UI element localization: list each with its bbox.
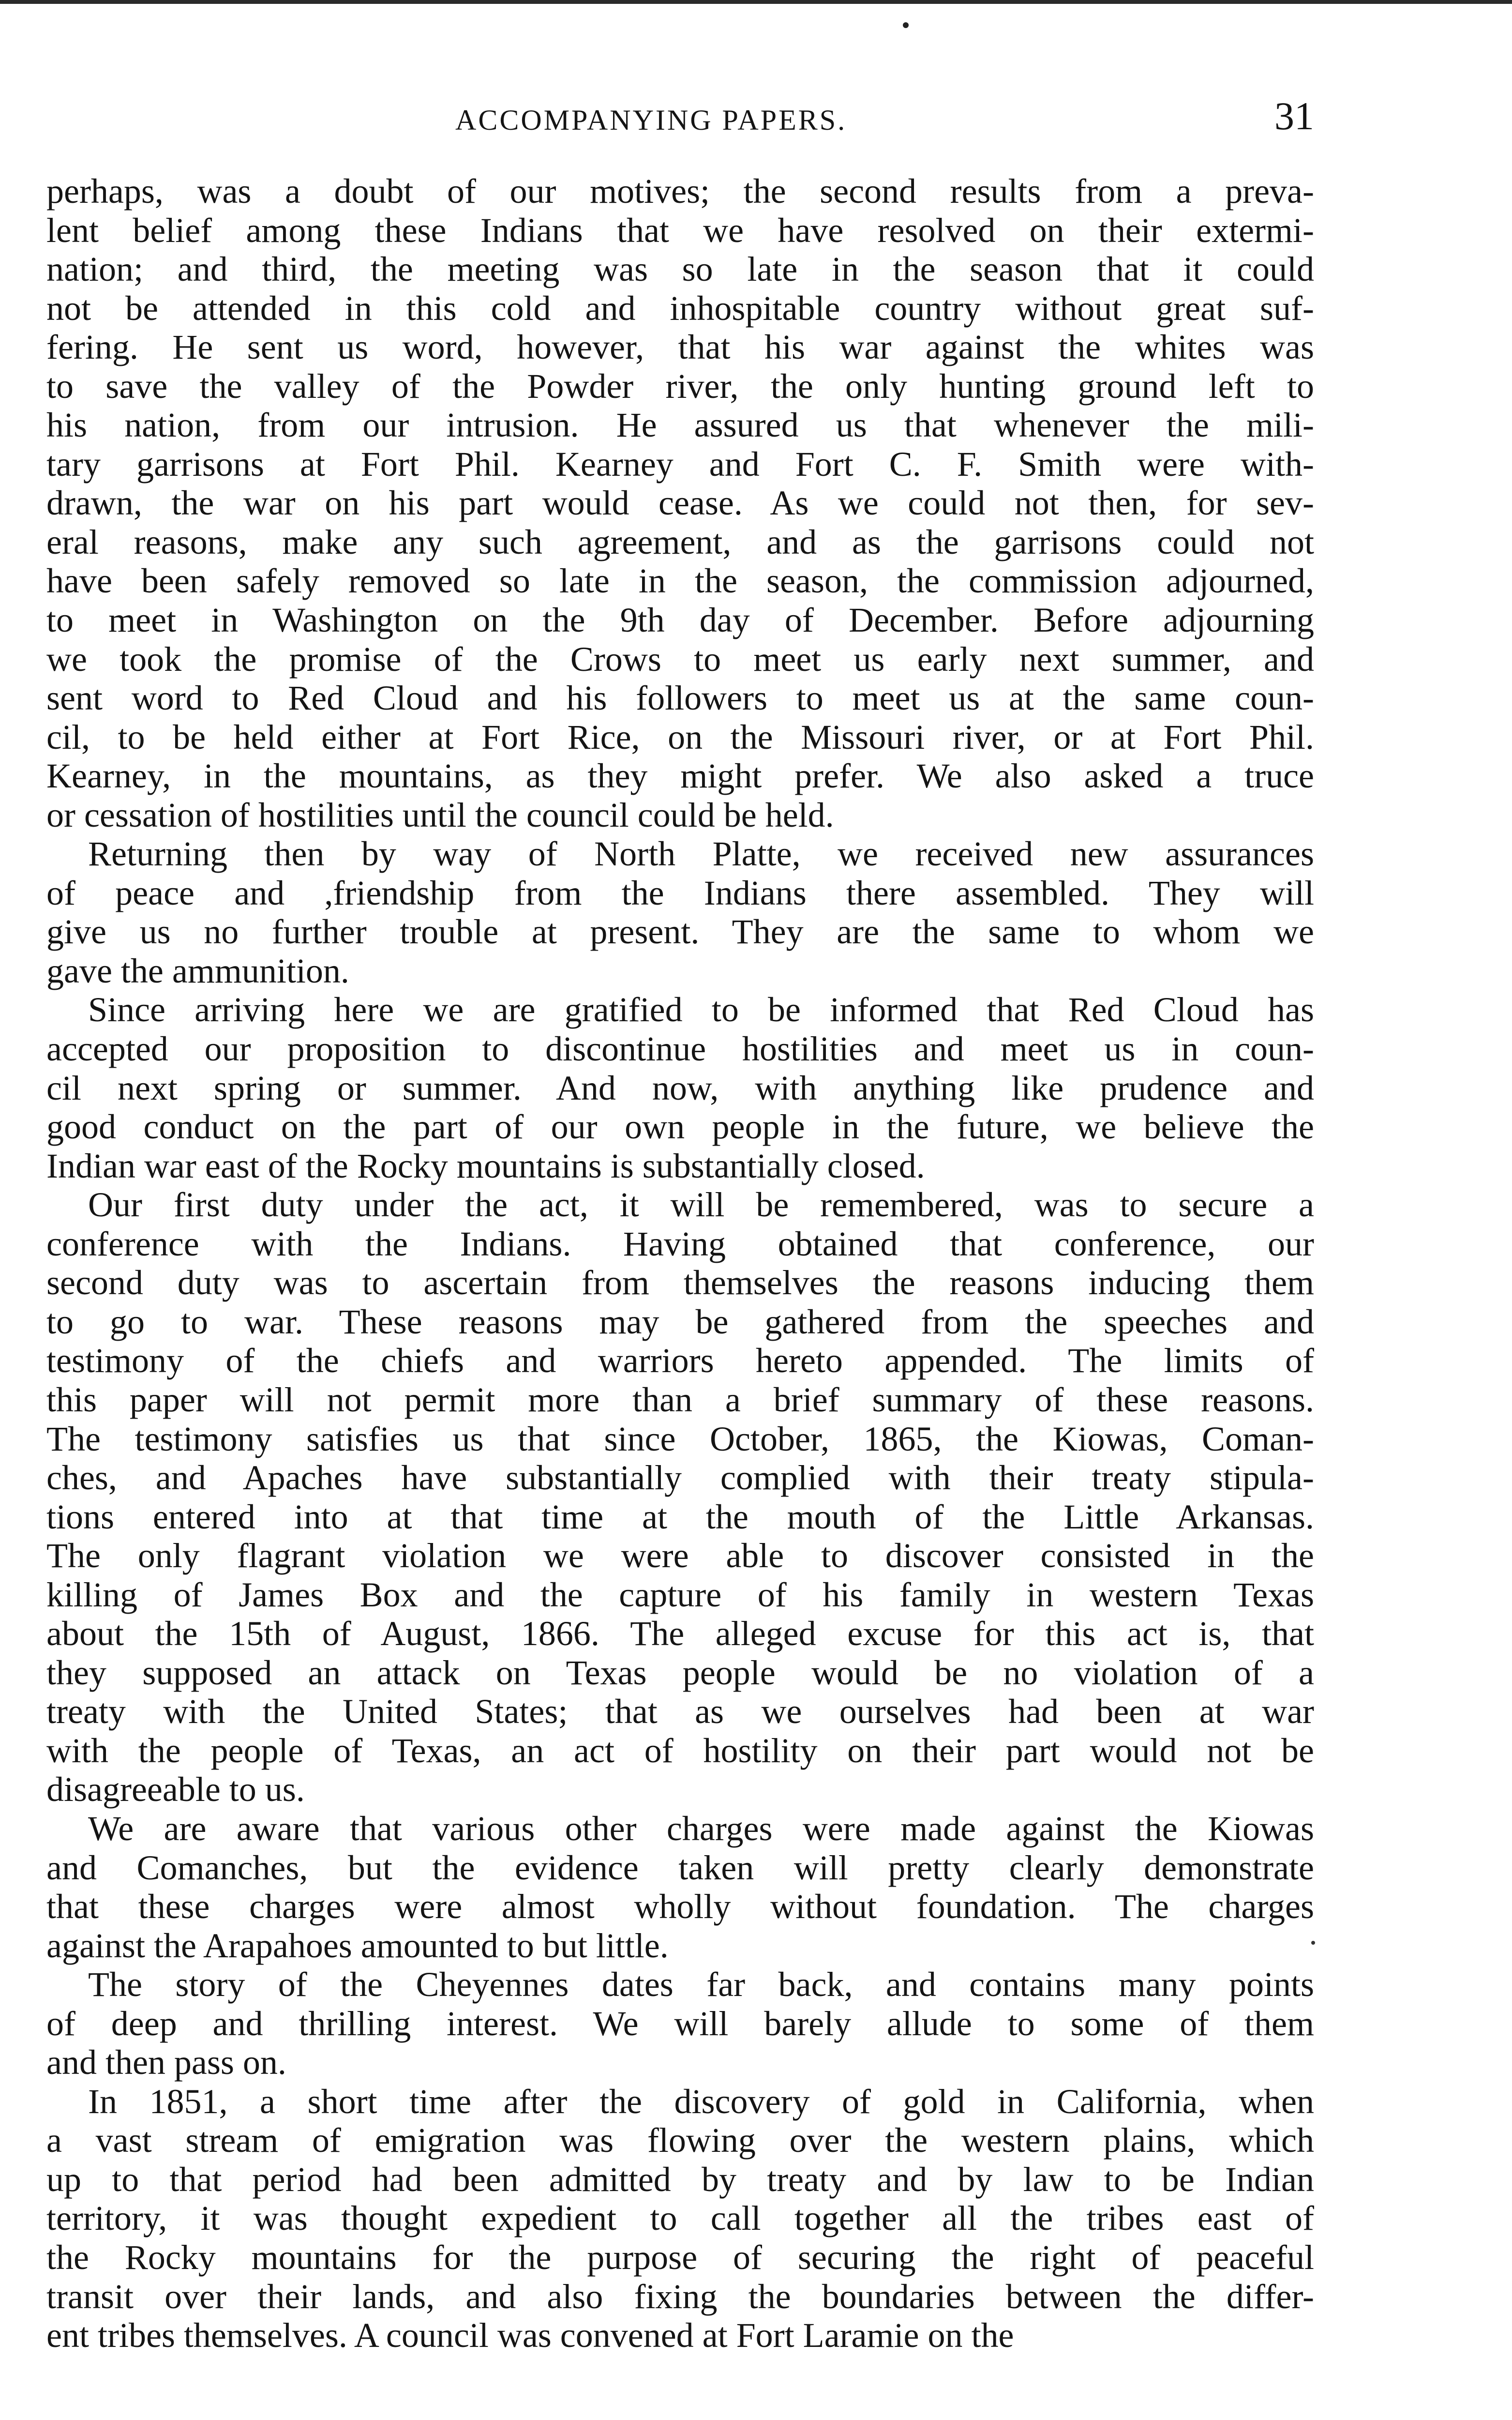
text-line: against the Arapahoes amounted to but little.: [46, 1926, 669, 1965]
text-line: his nation, from our intrusion. He assured us that whenever the mili-: [46, 406, 1314, 445]
paragraph: [46, 834, 1314, 990]
text-line: to go to war. These reasons may be gathered from the speeches and: [46, 1302, 1314, 1341]
text-line: The only flagrant violation we were able to discover consisted in the: [46, 1536, 1314, 1575]
text-line: conference with the Indians. Having obtained that conference, our: [46, 1224, 1314, 1263]
text-line: Our first duty under the act, it will be remembered, was to secure a: [88, 1185, 1314, 1225]
text-line: transit over their lands, and also fixing the boundaries between the differ-: [46, 2277, 1314, 2316]
text-line: of peace and ,friendship from the Indians there assembled. They will: [46, 873, 1314, 912]
text-line: We are aware that various other charges were made against the Kiowas: [88, 1809, 1314, 1848]
text-line: testimony of the chiefs and warriors hereto appended. The limits of: [46, 1341, 1314, 1380]
ink-speck: [1311, 1941, 1315, 1945]
text-line: gave the ammunition.: [46, 951, 349, 990]
text-line: about the 15th of August, 1866. The alleged excuse for this act is, that: [46, 1614, 1314, 1653]
text-line: of deep and thrilling interest. We will barely allude to some of them: [46, 2004, 1314, 2043]
text-line: a vast stream of emigration was flowing over the western plains, which: [46, 2121, 1314, 2160]
text-line: cil next spring or summer. And now, with anything like prudence and: [46, 1068, 1314, 1107]
text-line: they supposed an attack on Texas people would be no violation of a: [46, 1653, 1314, 1692]
text-line: Since arriving here we are gratified to be informed that Red Cloud has: [88, 990, 1314, 1029]
paragraph: [46, 172, 1314, 834]
text-line: eral reasons, make any such agreement, and as the garrisons could not: [46, 522, 1314, 561]
text-line: lent belief among these Indians that we have resolved on their extermi-: [46, 211, 1314, 250]
text-line: and Comanches, but the evidence taken will pretty clearly demonstrate: [46, 1848, 1314, 1887]
text-line: the Rocky mountains for the purpose of securing the right of peaceful: [46, 2238, 1314, 2277]
paragraph: [46, 1965, 1314, 2082]
text-line: sent word to Red Cloud and his followers to meet us at the same coun-: [46, 679, 1314, 718]
text-line: In 1851, a short time after the discovery of gold in California, when: [88, 2082, 1314, 2121]
text-line: fering. He sent us word, however, that his war against the whites was: [46, 328, 1314, 367]
text-line: tary garrisons at Fort Phil. Kearney and Fort C. F. Smith were with-: [46, 444, 1314, 484]
text-line: and then pass on.: [46, 2043, 286, 2082]
paragraph: [46, 990, 1314, 1185]
text-line: ches, and Apaches have substantially complied with their treaty stipula-: [46, 1458, 1314, 1497]
text-line: Returning then by way of North Platte, we received new assurances: [88, 834, 1314, 874]
text-line: ent tribes themselves. A council was convened at Fort Laramie on the: [46, 2316, 1014, 2355]
text-line: The testimony satisfies us that since October, 1865, the Kiowas, Coman-: [46, 1419, 1314, 1458]
running-title: ACCOMPANYING PAPERS.: [455, 104, 847, 136]
text-line: killing of James Box and the capture of his family in western Texas: [46, 1575, 1314, 1614]
body-text: [46, 172, 1314, 2355]
text-line: have been safely removed so late in the season, the commission adjourned,: [46, 561, 1314, 601]
text-line: Indian war east of the Rocky mountains is substantially closed.: [46, 1146, 925, 1185]
text-line: not be attended in this cold and inhospitable country without great suf-: [46, 288, 1314, 328]
text-line: up to that period had been admitted by treaty and by law to be Indian: [46, 2160, 1314, 2199]
text-line: The story of the Cheyennes dates far back, and contains many points: [88, 1965, 1314, 2004]
text-line: second duty was to ascertain from themselves the reasons inducing them: [46, 1263, 1314, 1302]
text-line: to meet in Washington on the 9th day of December. Before adjourning: [46, 601, 1314, 640]
text-line: perhaps, was a doubt of our motives; the second results from a preva-: [46, 172, 1314, 211]
page-number: 31: [1274, 94, 1314, 138]
text-line: give us no further trouble at present. They are the same to whom we: [46, 912, 1314, 952]
text-line: Kearney, in the mountains, as they might prefer. We also asked a truce: [46, 756, 1314, 796]
text-line: nation; and third, the meeting was so late in the season that it could: [46, 250, 1314, 289]
text-line: to save the valley of the Powder river, the only hunting ground left to: [46, 366, 1314, 406]
text-line: treaty with the United States; that as we ourselves had been at war: [46, 1692, 1314, 1731]
paragraph: [46, 1185, 1314, 1809]
paragraph: [46, 2082, 1314, 2355]
text-line: disagreeable to us.: [46, 1770, 305, 1809]
text-line: that these charges were almost wholly without foundation. The charges: [46, 1887, 1314, 1926]
text-line: tions entered into at that time at the mouth of the Little Arkansas.: [46, 1497, 1314, 1536]
text-line: good conduct on the part of our own people in the future, we believe the: [46, 1107, 1314, 1147]
text-line: accepted our proposition to discontinue hostilities and meet us in coun-: [46, 1029, 1314, 1069]
text-line: we took the promise of the Crows to meet us early next summer, and: [46, 639, 1314, 679]
text-line: or cessation of hostilities until the council could be held.: [46, 795, 834, 834]
paragraph: [46, 1809, 1314, 1965]
text-line: this paper will not permit more than a brief summary of these reasons.: [46, 1380, 1314, 1419]
top-edge-rule: [0, 0, 1512, 4]
text-line: territory, it was thought expedient to call together all the tribes east of: [46, 2199, 1314, 2238]
top-ink-mark: [903, 22, 909, 28]
text-line: drawn, the war on his part would cease. As we could not then, for sev-: [46, 484, 1314, 523]
text-line: with the people of Texas, an act of hostility on their part would not be: [46, 1731, 1314, 1770]
running-head: [46, 92, 1314, 145]
text-line: cil, to be held either at Fort Rice, on the Missouri river, or at Fort Phil.: [46, 717, 1314, 756]
